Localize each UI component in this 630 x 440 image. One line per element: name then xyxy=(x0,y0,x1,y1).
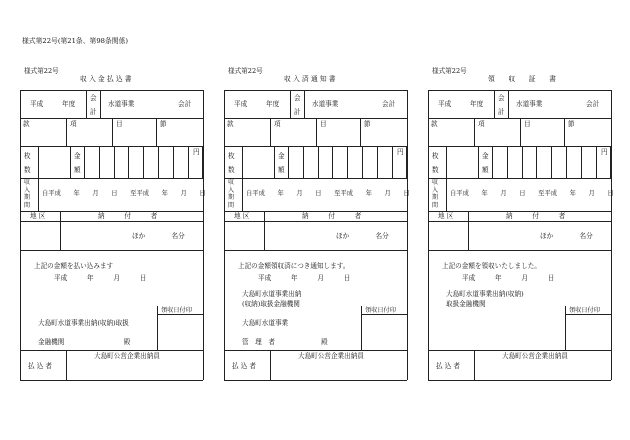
form-number: 様式第22号 xyxy=(432,67,467,75)
payer-label: 納 付 者 xyxy=(506,212,566,220)
rule-line xyxy=(611,90,612,380)
kingaku-char-1: 金 xyxy=(482,152,489,160)
issuer-line: 金融機関 殿 xyxy=(38,338,131,346)
moku-label: 目 xyxy=(524,120,531,128)
maisu-char-1: 枚 xyxy=(24,152,31,160)
kan-label: 款 xyxy=(227,120,234,128)
maisu-char-1: 枚 xyxy=(432,152,439,160)
rule-line xyxy=(610,146,611,178)
notice-date: 平成 年 月 日 xyxy=(54,274,147,282)
district-label: 地 区 xyxy=(438,212,454,220)
rule-line xyxy=(428,250,611,251)
business-name: 水道事業 xyxy=(516,100,543,108)
period-label-char: 収 xyxy=(228,179,235,186)
form-title: 領 収 証 書 xyxy=(488,75,556,83)
rule-line xyxy=(494,90,495,118)
form-number: 様式第22号 xyxy=(228,67,263,75)
setsu-label: 節 xyxy=(364,120,371,128)
form-title: 収 入 金 払 込 書 xyxy=(80,75,132,83)
moku-label: 目 xyxy=(320,120,327,128)
seal-label: 領収日付印 xyxy=(365,307,396,314)
issuer-line: (収納)取扱金融機関 xyxy=(242,299,300,308)
kai-char-2: 計 xyxy=(294,108,301,116)
period-label-char: 入 xyxy=(228,186,235,194)
yen-mark: 円 xyxy=(397,148,404,156)
rule-line xyxy=(474,118,475,146)
rule-line xyxy=(507,146,508,178)
seal-label: 領収日付印 xyxy=(569,307,600,314)
rule-line xyxy=(522,146,523,178)
rule-line xyxy=(551,146,552,178)
account-label: 会計 xyxy=(586,100,600,108)
period-label-char: 入 xyxy=(432,186,439,194)
maisu-char-2: 数 xyxy=(432,166,439,174)
kou-label: 項 xyxy=(70,120,77,128)
others-count: ほか 名分 xyxy=(540,232,593,240)
payee-label: 払 込 者 xyxy=(436,362,460,370)
payer-label: 納 付 者 xyxy=(98,212,158,220)
treasurer-label: 大島町公営企業出納員 xyxy=(502,352,568,360)
payee-label: 払 込 者 xyxy=(28,362,52,370)
issuer-line: 管 理 者 殿 xyxy=(242,337,328,346)
rule-line xyxy=(596,146,597,178)
rule-line xyxy=(474,350,475,380)
page-header: 様式第22号(第21条、第98条関係) xyxy=(22,37,129,45)
setsu-label: 節 xyxy=(160,120,167,128)
rule-line xyxy=(428,380,611,381)
notice-message: 上記の金額を払い込みます xyxy=(34,262,114,270)
kingaku-char-1: 金 xyxy=(278,152,285,160)
rule-line xyxy=(428,146,611,147)
payer-label: 納 付 者 xyxy=(302,212,362,220)
period-label-char: 入 xyxy=(24,186,31,194)
collection-period: 自平成 年 月 日 至平成 年 月 日 xyxy=(246,190,410,197)
kingaku-char-2: 額 xyxy=(74,166,81,174)
maisu-char-1: 枚 xyxy=(228,152,235,160)
setsu-label: 節 xyxy=(568,120,575,128)
period-label-char: 収 xyxy=(432,179,439,186)
rule-line xyxy=(478,146,479,178)
kingaku-char-2: 額 xyxy=(278,166,285,174)
rule-line xyxy=(566,146,567,178)
form-number: 様式第22号 xyxy=(24,67,59,75)
fiscal-era: 平成 xyxy=(30,100,44,108)
form-title: 収 入 済 通 知 書 xyxy=(284,75,336,83)
kai-char-1: 会 xyxy=(294,94,301,102)
issuer-line: 大島町水道事業出納(収納) xyxy=(446,290,524,298)
fiscal-year-label: 年度 xyxy=(470,100,484,108)
issuer-line: 大島町水道事業出納(収納)取扱 xyxy=(38,319,129,327)
kai-char-2: 計 xyxy=(498,108,505,116)
kou-label: 項 xyxy=(274,120,281,128)
issuer-line: 取扱金融機関 xyxy=(446,299,486,308)
payee-label: 払 込 者 xyxy=(232,362,256,370)
seal-label: 領収日付印 xyxy=(161,307,192,314)
kan-label: 款 xyxy=(431,120,438,128)
rule-line xyxy=(428,90,611,91)
rule-line xyxy=(492,146,493,178)
district-label: 地 区 xyxy=(234,212,250,220)
rule-line xyxy=(581,146,582,178)
kou-label: 項 xyxy=(478,120,485,128)
rule-line xyxy=(446,178,447,211)
rule-line xyxy=(428,350,611,351)
period-label-char: 期 xyxy=(432,194,439,201)
rule-line xyxy=(565,306,566,350)
fiscal-year-label: 年度 xyxy=(62,100,76,108)
others-count: ほか 名分 xyxy=(336,232,389,240)
collection-period: 自平成 年 月 日 至平成 年 月 日 xyxy=(450,190,614,197)
rule-line xyxy=(468,211,469,250)
rule-line xyxy=(520,118,521,146)
maisu-char-2: 数 xyxy=(24,166,31,174)
period-label-char: 間 xyxy=(228,201,235,209)
kai-char-2: 計 xyxy=(90,108,97,116)
business-name: 水道事業 xyxy=(108,100,135,108)
rule-line xyxy=(428,178,611,179)
period-label-char: 期 xyxy=(228,194,235,201)
district-label: 地 区 xyxy=(30,212,46,220)
others-count: ほか 名分 xyxy=(132,232,185,240)
period-label-char: 期 xyxy=(24,194,31,201)
kingaku-char-2: 額 xyxy=(482,166,489,174)
treasurer-label: 大島町公営企業出納員 xyxy=(298,352,364,360)
kingaku-char-1: 金 xyxy=(74,152,81,160)
period-label-char: 間 xyxy=(24,201,31,209)
account-label: 会計 xyxy=(382,100,396,108)
notice-message: 上記の金額領収済につき通知します。 xyxy=(238,262,350,270)
period-label-char: 間 xyxy=(432,201,439,209)
rule-line xyxy=(428,221,611,222)
notice-date: 平成 年 月 日 xyxy=(462,274,555,282)
collection-period: 自平成 年 月 日 至平成 年 月 日 xyxy=(42,190,206,197)
fiscal-era: 平成 xyxy=(234,100,248,108)
kai-char-1: 会 xyxy=(90,94,97,102)
period-label-char: 収 xyxy=(24,179,31,186)
fiscal-era: 平成 xyxy=(438,100,452,108)
treasurer-label: 大島町公営企業出納員 xyxy=(94,352,160,360)
moku-label: 目 xyxy=(116,120,123,128)
fiscal-year-label: 年度 xyxy=(266,100,280,108)
account-label: 会計 xyxy=(178,100,192,108)
issuer-line: 大島町水道事業出納 xyxy=(242,290,302,298)
kai-char-1: 会 xyxy=(498,94,505,102)
business-name: 水道事業 xyxy=(312,100,339,108)
rule-line xyxy=(446,146,447,178)
rule-line xyxy=(536,146,537,178)
rule-line xyxy=(428,90,429,380)
yen-mark: 円 xyxy=(193,148,200,156)
notice-date: 平成 年 月 日 xyxy=(258,274,351,282)
yen-mark: 円 xyxy=(601,148,608,156)
rule-line xyxy=(508,90,509,118)
notice-message: 上記の金額を領収いたしました。 xyxy=(442,262,541,270)
kan-label: 款 xyxy=(23,120,30,128)
rule-line xyxy=(564,118,565,146)
issuer-line: 大島町水道事業 xyxy=(242,318,289,327)
maisu-char-2: 数 xyxy=(228,166,235,174)
